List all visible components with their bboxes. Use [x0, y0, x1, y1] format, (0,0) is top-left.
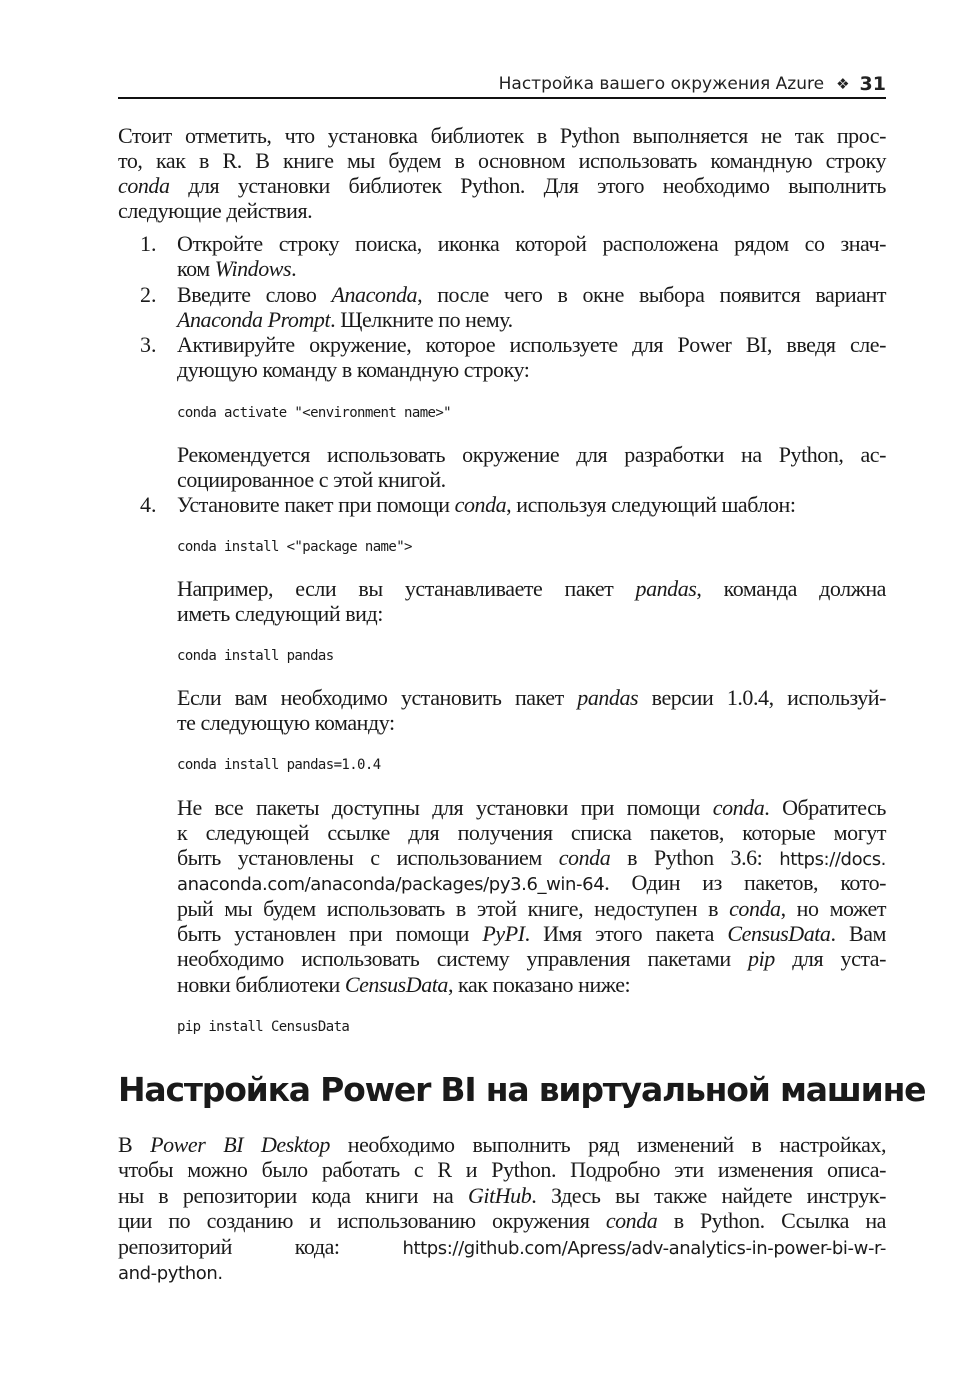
list-item-line: Если вам необходимо установить пакет pandas версии 1.0.4, используй-	[177, 685, 886, 710]
list-item-line: Рекомендуется использовать окружение для разработки на Python, ас-	[177, 442, 886, 467]
list-number: 2.	[140, 282, 157, 307]
list-item-line: Откройте строку поиска, иконка которой расположена рядом со знач-	[177, 231, 886, 256]
list-item-line: Установите пакет при помощи conda, используя следующий шаблон:	[177, 492, 796, 517]
list-item-line: те следующую команду:	[177, 710, 395, 735]
list-item-line: дующую команду в командную строку:	[177, 357, 530, 382]
paragraph-line: ции по созданию и использованию окружения conda в Python. Ссылка на	[118, 1208, 886, 1233]
code-block: conda install pandas=1.0.4	[177, 757, 381, 773]
running-head	[118, 70, 886, 98]
list-item-line: иметь следующий вид:	[177, 601, 383, 626]
list-number: 1.	[140, 231, 157, 256]
paragraph-line: чтобы можно было работать с R и Python. Подробно эти изменения описа-	[118, 1157, 886, 1182]
header-divider	[118, 97, 886, 99]
repo-link[interactable]: and-python.	[118, 1263, 223, 1284]
list-number: 3.	[140, 332, 157, 357]
paragraph-line: В Power BI Desktop необходимо выполнить ряд изменений в настройках,	[118, 1132, 886, 1157]
paragraph-line: conda для установки библиотек Python. Для этого необходимо выполнить	[118, 173, 886, 198]
list-item-line: социированное с этой книгой.	[177, 467, 446, 492]
list-item-line: Не все пакеты доступны для установки при помощи conda. Обратитесь	[177, 795, 886, 820]
paragraph-line: репозиторий кода: https://github.com/Apress/adv-analytics-in-power-bi-w-r-	[118, 1234, 886, 1259]
paragraph-line: ны в репозитории кода книги на GitHub. Здесь вы также найдете инструк-	[118, 1183, 886, 1208]
list-item-line: необходимо использовать систему управления пакетами pip для уста-	[177, 946, 887, 971]
section-heading: Настройка Power BI на виртуальной машине	[118, 1070, 926, 1109]
paragraph-line: Стоит отметить, что установка библиотек в Python выполняется не так прос-	[118, 123, 886, 148]
page-number: 31	[859, 73, 886, 95]
running-title: Настройка вашего окружения Azure	[498, 74, 825, 94]
ornament-icon: ❖	[836, 75, 850, 93]
repo-link[interactable]: https://github.com/Apress/adv-analytics-in-power-bi-w-r-	[402, 1238, 886, 1259]
list-item-line: ком Windows.	[177, 256, 297, 281]
list-item-line: новки библиотеки CensusData, как показано ниже:	[177, 972, 631, 997]
list-item-line: быть установлены с использованием conda в Python 3.6: https://docs.	[177, 845, 886, 870]
list-item-line: быть установлен при помощи PyPI. Имя этого пакета CensusData. Вам	[177, 921, 886, 946]
docs-link[interactable]: https://docs.	[779, 849, 886, 870]
list-item-line: Например, если вы устанавливаете пакет pandas, команда должна	[177, 576, 886, 601]
list-item-line: Введите слово Anaconda, после чего в окне выбора появится вариант	[177, 282, 887, 307]
docs-link[interactable]: anaconda.com/anaconda/packages/py3.6_win-64	[177, 874, 605, 895]
paragraph-line: то, как в R. В книге мы будем в основном использовать командную строку	[118, 148, 886, 173]
list-item-line: Anaconda Prompt. Щелкните по нему.	[177, 307, 513, 332]
list-item-line: рый мы будем использовать в этой книге, недоступен в conda, но может	[177, 896, 886, 921]
code-block: pip install CensusData	[177, 1019, 350, 1035]
code-block: conda install <"package name">	[177, 539, 412, 555]
list-number: 4.	[140, 492, 157, 517]
paragraph-line: следующие действия.	[118, 198, 313, 223]
list-item-line: к следующей ссылке для получения списка пакетов, которые могут	[177, 820, 886, 845]
code-block: conda activate "<environment name>"	[177, 405, 452, 421]
code-block: conda install pandas	[177, 648, 334, 664]
list-item-line: anaconda.com/anaconda/packages/py3.6_win-64. Один из пакетов, кото-	[177, 870, 886, 895]
inline-code-term: conda	[118, 173, 170, 198]
paragraph-line	[118, 1259, 886, 1286]
list-item-line: Активируйте окружение, которое используете для Power BI, введя сле-	[177, 332, 886, 357]
